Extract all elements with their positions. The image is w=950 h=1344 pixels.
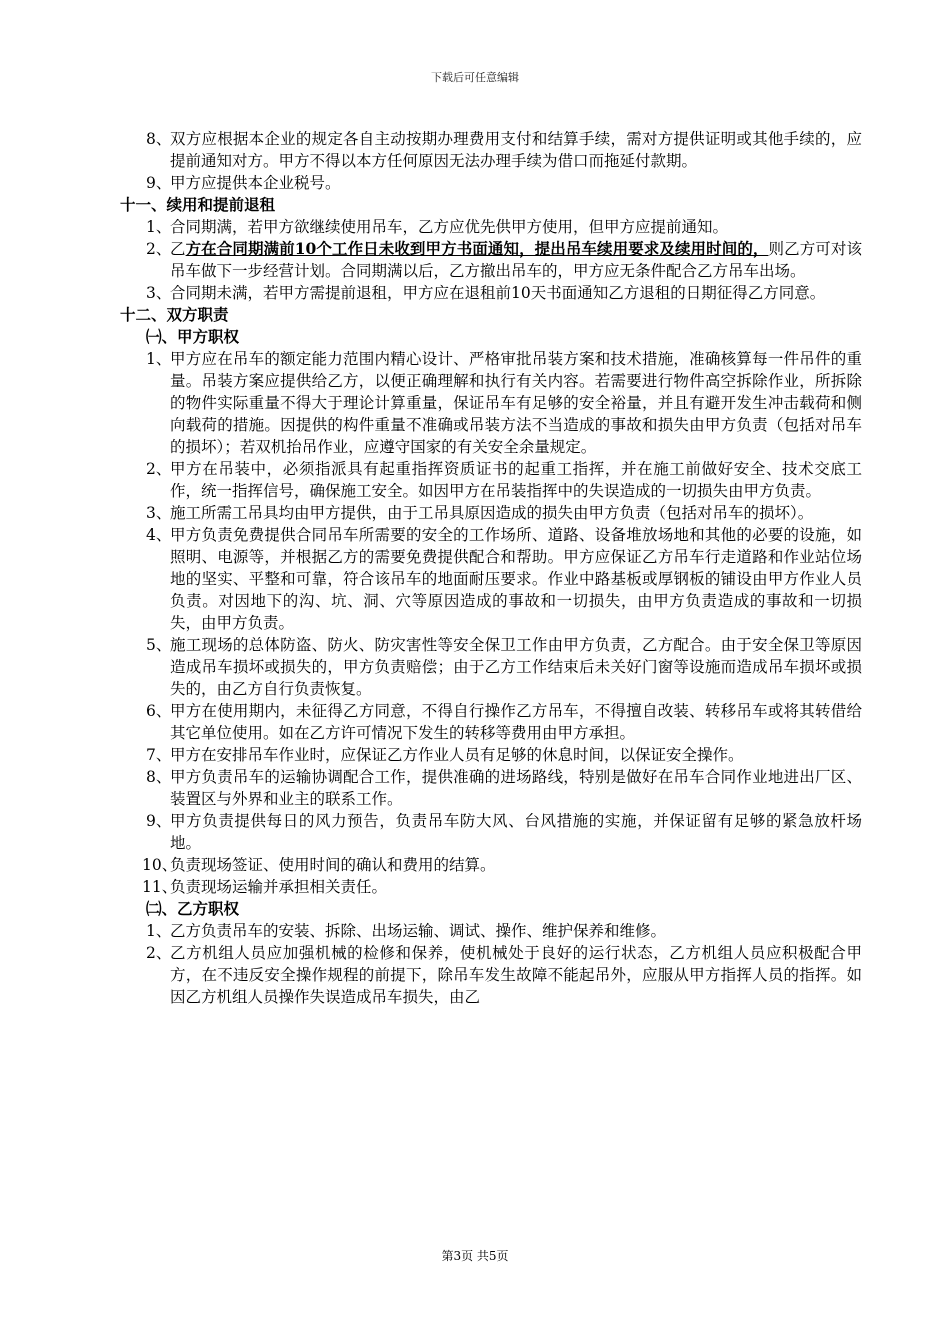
clause-item <box>120 634 862 700</box>
clause-number: 1、 <box>146 218 172 236</box>
clause-item <box>120 942 862 1008</box>
clause-item <box>120 766 862 810</box>
clause-item <box>120 238 862 282</box>
clause-text: 甲方应在吊车的额定能力范围内精心设计、严格审批吊装方案和技术措施，准确核算每一件吊件的重量。吊装方案应提供给乙方，以便正确理解和执行有关内容。若需要进行物件高空拆除作业，所拆除的物件实际重量不得大于理论计算重量，保证吊车有足够的安全裕量，并且有避开发生冲击载荷和侧向载荷的措施。因提供的构件重量不准确或吊装方法不当造成的事故和损失由甲方负责（包括对吊车的损坏）；若双机抬吊作业，应遵守国家的有关安全余量规定。 <box>170 350 862 456</box>
page-header: 下载后可任意编辑 <box>431 71 519 84</box>
clause-number: 8、 <box>146 768 172 786</box>
clause-text: 合同期未满，若甲方需提前退租，甲方应在退租前10天书面通知乙方退租的日期征得乙方同意。 <box>170 284 826 302</box>
clause-number: 3、 <box>146 504 172 522</box>
section-heading: 十一、续用和提前退租 <box>120 195 276 214</box>
clause-number: 5、 <box>146 636 172 654</box>
clause-number: 8、 <box>146 130 172 148</box>
clause-item <box>120 854 862 876</box>
clause-text: 甲方负责提供每日的风力预告，负责吊车防大风、台风措施的实施，并保证留有足够的紧急放杆场地。 <box>170 812 862 852</box>
clause-number: 3、 <box>146 284 172 302</box>
clause-text: 甲方应提供本企业税号。 <box>170 174 341 192</box>
clause-number: 4、 <box>146 526 172 544</box>
clause-text-rest: 则乙方可对该吊车做下一步经营计划。合同期满以后，乙方撤出吊车的，甲方应无条件配合乙方吊车出场。 <box>170 240 862 280</box>
clause-item <box>120 348 862 458</box>
clause-text-prefix: 乙 <box>170 240 186 258</box>
clause-text: 负责现场签证、使用时间的确认和费用的结算。 <box>170 856 496 874</box>
clause-number: 2、 <box>146 944 172 962</box>
clause-item <box>120 810 862 854</box>
clause-item <box>120 744 862 766</box>
clause-item <box>120 282 862 304</box>
clause-number: 11、 <box>142 878 178 896</box>
subsection-heading: ㈠、甲方职权 <box>146 327 240 346</box>
clause-text: 乙方机组人员应加强机械的检修和保养，使机械处于良好的运行状态，乙方机组人员应积极配合甲方，在不违反安全操作规程的前提下，除吊车发生故障不能起吊外，应服从甲方指挥人员的指挥。如因乙方机组人员操作失误造成吊车损失，由乙 <box>170 944 862 1006</box>
clause-item <box>120 700 862 744</box>
clause-number: 2、 <box>146 240 172 258</box>
clause-item <box>120 502 862 524</box>
clause-text: 施工所需工吊具均由甲方提供，由于工吊具原因造成的损失由甲方负责（包括对吊车的损坏）。 <box>170 504 814 522</box>
clause-item <box>120 876 862 898</box>
document-body <box>120 128 862 1008</box>
clause-number: 9、 <box>146 812 172 830</box>
clause-number: 10、 <box>142 856 178 874</box>
clause-text: 负责现场运输并承担相关责任。 <box>170 878 388 896</box>
clause-text: 甲方负责吊车的运输协调配合工作，提供准确的进场路线，特别是做好在吊车合同作业地进出厂区、装置区与外界和业主的联系工作。 <box>170 768 862 808</box>
clause-text: 甲方在安排吊车作业时，应保证乙方作业人员有足够的休息时间，以保证安全操作。 <box>170 746 744 764</box>
clause-text: 甲方在吊装中，必须指派具有起重指挥资质证书的起重工指挥，并在施工前做好安全、技术交底工作，统一指挥信号，确保施工安全。如因甲方在吊装指挥中的失误造成的一切损失由甲方负责。 <box>170 460 862 500</box>
clause-number: 7、 <box>146 746 172 764</box>
clause-item <box>120 128 862 172</box>
section-heading: 十二、双方职责 <box>120 305 229 324</box>
clause-text: 合同期满，若甲方欲继续使用吊车，乙方应优先供甲方使用，但甲方应提前通知。 <box>170 218 729 236</box>
clause-number: 2、 <box>146 460 172 478</box>
clause-item <box>120 216 862 238</box>
clause-text: 施工现场的总体防盗、防火、防灾害性等安全保卫工作由甲方负责，乙方配合。由于安全保卫等原因造成吊车损坏或损失的，甲方负责赔偿；由于乙方工作结束后未关好门窗等设施而造成吊车损坏或损失的，由乙方自行负责恢复。 <box>170 636 862 698</box>
clause-number: 6、 <box>146 702 172 720</box>
clause-number: 1、 <box>146 350 172 368</box>
clause-item <box>120 458 862 502</box>
clause-number: 1、 <box>146 922 172 940</box>
underlined-emphasis: 方在合同期满前10个工作日未收到甲方书面通知，提出吊车续用要求及续用时间的， <box>185 239 769 258</box>
clause-item <box>120 172 862 194</box>
clause-text: 双方应根据本企业的规定各自主动按期办理费用支付和结算手续，需对方提供证明或其他手续的，应提前通知对方。甲方不得以本方任何原因无法办理手续为借口而拖延付款期。 <box>170 130 862 170</box>
clause-item <box>120 524 862 634</box>
clause-item <box>120 920 862 942</box>
clause-text: 甲方负责免费提供合同吊车所需要的安全的工作场所、道路、设备堆放场地和其他的必要的设施，如照明、电源等，并根据乙方的需要免费提供配合和帮助。甲方应保证乙方吊车行走道路和作业站位场地的坚实、平整和可靠，符合该吊车的地面耐压要求。作业中路基板或厚钢板的铺设由甲方作业人员负责。对因地下的沟、坑、洞、穴等原因造成的事故和一切损失，由甲方负责造成的事故和一切损失，由甲方负责。 <box>170 526 862 632</box>
clause-text <box>170 238 862 282</box>
clause-text: 甲方在使用期内，未征得乙方同意，不得自行操作乙方吊车，不得擅自改装、转移吊车或将其转借给其它单位使用。如在乙方许可情况下发生的转移等费用由甲方承担。 <box>170 702 862 742</box>
page-footer: 第3页 共5页 <box>441 1249 509 1263</box>
subsection-heading: ㈡、乙方职权 <box>146 899 240 918</box>
clause-number: 9、 <box>146 174 172 192</box>
clause-text: 乙方负责吊车的安装、拆除、出场运输、调试、操作、维护保养和维修。 <box>170 922 667 940</box>
